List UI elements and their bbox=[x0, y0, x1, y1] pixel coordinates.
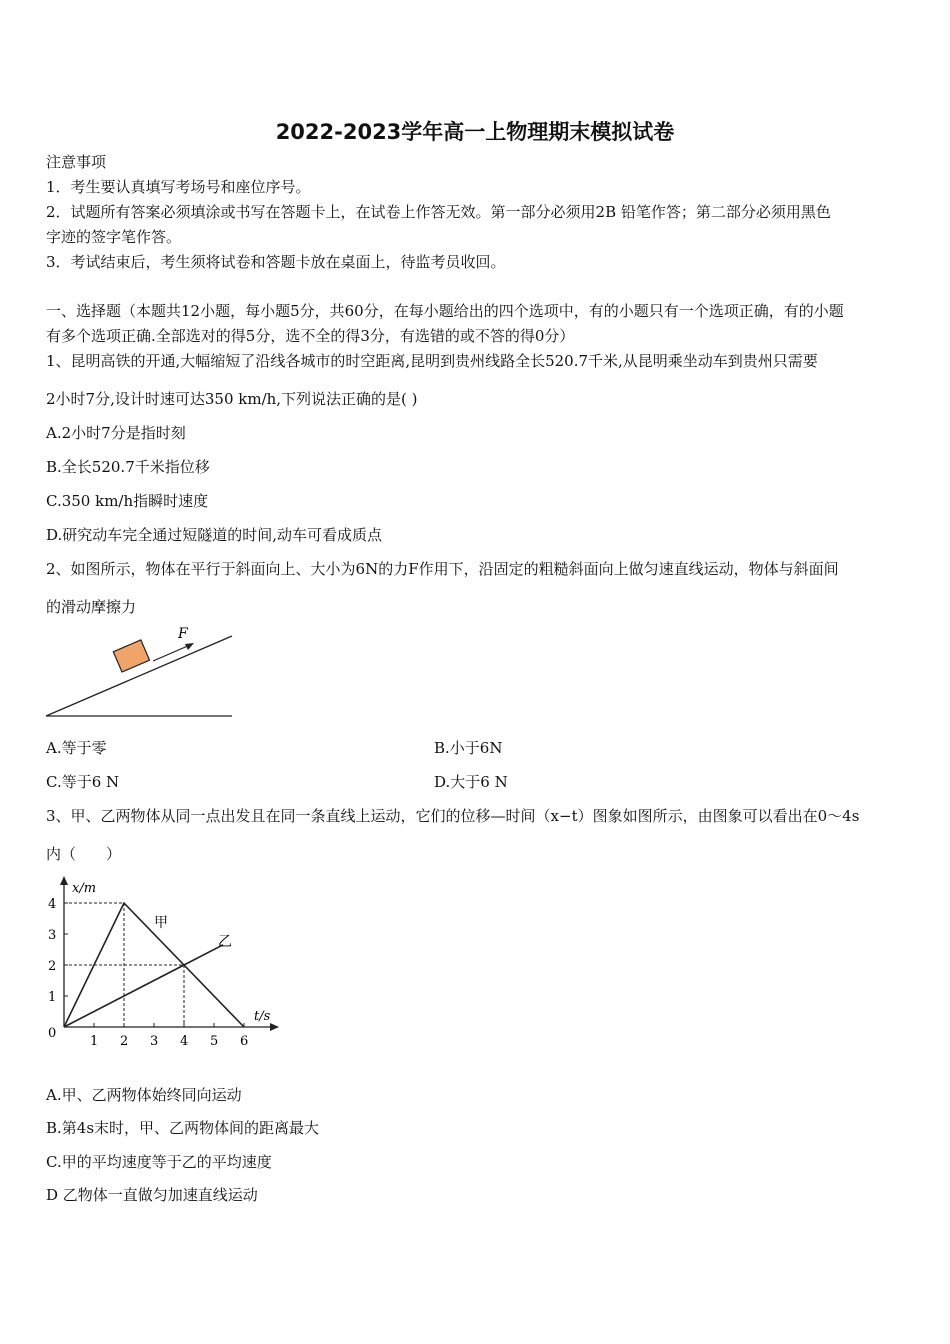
incline-figure bbox=[40, 622, 240, 722]
x-axis-arrow bbox=[270, 1023, 279, 1031]
q1-option-b: B.全长520.7千米指位移 bbox=[46, 458, 210, 476]
q1-option-a: A.2小时7分是指时刻 bbox=[46, 424, 186, 442]
q1-stem-line2: 2小时7分,设计时速可达350 km/h,下列说法正确的是( ) bbox=[46, 390, 418, 408]
notice-heading: 注意事项 bbox=[46, 153, 107, 171]
y-axis-arrow bbox=[60, 876, 68, 885]
section-header-line1: 一、选择题（本题共12小题，每小题5分，共60分，在每小题给出的四个选项中，有的小题只有一个选项正确，有的小题 bbox=[46, 302, 844, 320]
section-header-line2: 有多个选项正确.全部选对的得5分，选不全的得3分，有选错的或不答的得0分） bbox=[46, 327, 575, 345]
origin-label: 0 bbox=[48, 1026, 57, 1041]
xt-graph bbox=[40, 872, 285, 1057]
notice-item-3: 3．考试结束后，考生须将试卷和答题卡放在桌面上，待监考员收回。 bbox=[46, 253, 506, 271]
q2-option-c: C.等于6 N bbox=[46, 773, 120, 791]
y-tick-label-3: 3 bbox=[48, 928, 57, 943]
notice-item-2-cont: 字迹的签字笔作答。 bbox=[46, 228, 182, 246]
q2-option-b: B.小于6N bbox=[434, 739, 503, 757]
q1-option-c: C.350 km/h指瞬时速度 bbox=[46, 492, 209, 510]
q3-stem-line2: 内（ ） bbox=[46, 845, 122, 863]
notice-item-1: 1．考生要认真填写考场号和座位序号。 bbox=[46, 178, 311, 196]
series-jia-label: 甲 bbox=[154, 915, 168, 931]
page-title: 2022-2023学年高一上物理期末模拟试卷 bbox=[275, 120, 675, 144]
force-arrow bbox=[153, 645, 190, 661]
force-label: F bbox=[178, 626, 188, 642]
block bbox=[113, 640, 149, 672]
series-yi-label: 乙 bbox=[218, 934, 232, 950]
x-tick-label-1: 1 bbox=[90, 1034, 99, 1049]
q3-option-d: D 乙物体一直做匀加速直线运动 bbox=[46, 1186, 258, 1204]
q2-option-d: D.大于6 N bbox=[434, 773, 508, 791]
y-tick-label-1: 1 bbox=[48, 990, 57, 1005]
q3-option-c: C.甲的平均速度等于乙的平均速度 bbox=[46, 1153, 272, 1171]
q3-stem-line1: 3、甲、乙两物体从同一点出发且在同一条直线上运动，它们的位移—时间（x−t）图象如图所示，由图象可以看出在0～4s bbox=[46, 807, 860, 825]
y-axis-label: x/m bbox=[72, 881, 97, 896]
force-arrow-head bbox=[185, 643, 194, 650]
x-tick-label-2: 2 bbox=[120, 1034, 129, 1049]
x-tick-label-4: 4 bbox=[180, 1034, 189, 1049]
notice-item-2: 2．试题所有答案必须填涂或书写在答题卡上，在试卷上作答无效。第一部分必须用2B 铅笔作答；第二部分必须用黑色 bbox=[46, 203, 831, 221]
series-yi-line bbox=[64, 945, 223, 1027]
x-tick-label-3: 3 bbox=[150, 1034, 159, 1049]
q2-stem-line1: 2、如图所示，物体在平行于斜面向上、大小为6N的力F作用下，沿固定的粗糙斜面向上做匀速直线运动，物体与斜面间 bbox=[46, 560, 839, 578]
x-tick-label-5: 5 bbox=[210, 1034, 219, 1049]
q3-option-b: B.第4s末时，甲、乙两物体间的距离最大 bbox=[46, 1119, 320, 1137]
y-tick-label-4: 4 bbox=[48, 897, 57, 912]
q2-stem-line2: 的滑动摩擦力 bbox=[46, 598, 137, 616]
q1-option-d: D.研究动车完全通过短隧道的时间,动车可看成质点 bbox=[46, 526, 383, 544]
y-tick-label-2: 2 bbox=[48, 959, 57, 974]
q1-stem-line1: 1、昆明高铁的开通,大幅缩短了沿线各城市的时空距离,昆明到贵州线路全长520.7千米,从昆明乘坐动车到贵州只需要 bbox=[46, 352, 818, 370]
x-axis-label: t/s bbox=[254, 1009, 271, 1024]
q2-option-a: A.等于零 bbox=[46, 739, 107, 757]
x-tick-label-6: 6 bbox=[240, 1034, 249, 1049]
q3-option-a: A.甲、乙两物体始终同向运动 bbox=[46, 1086, 242, 1104]
